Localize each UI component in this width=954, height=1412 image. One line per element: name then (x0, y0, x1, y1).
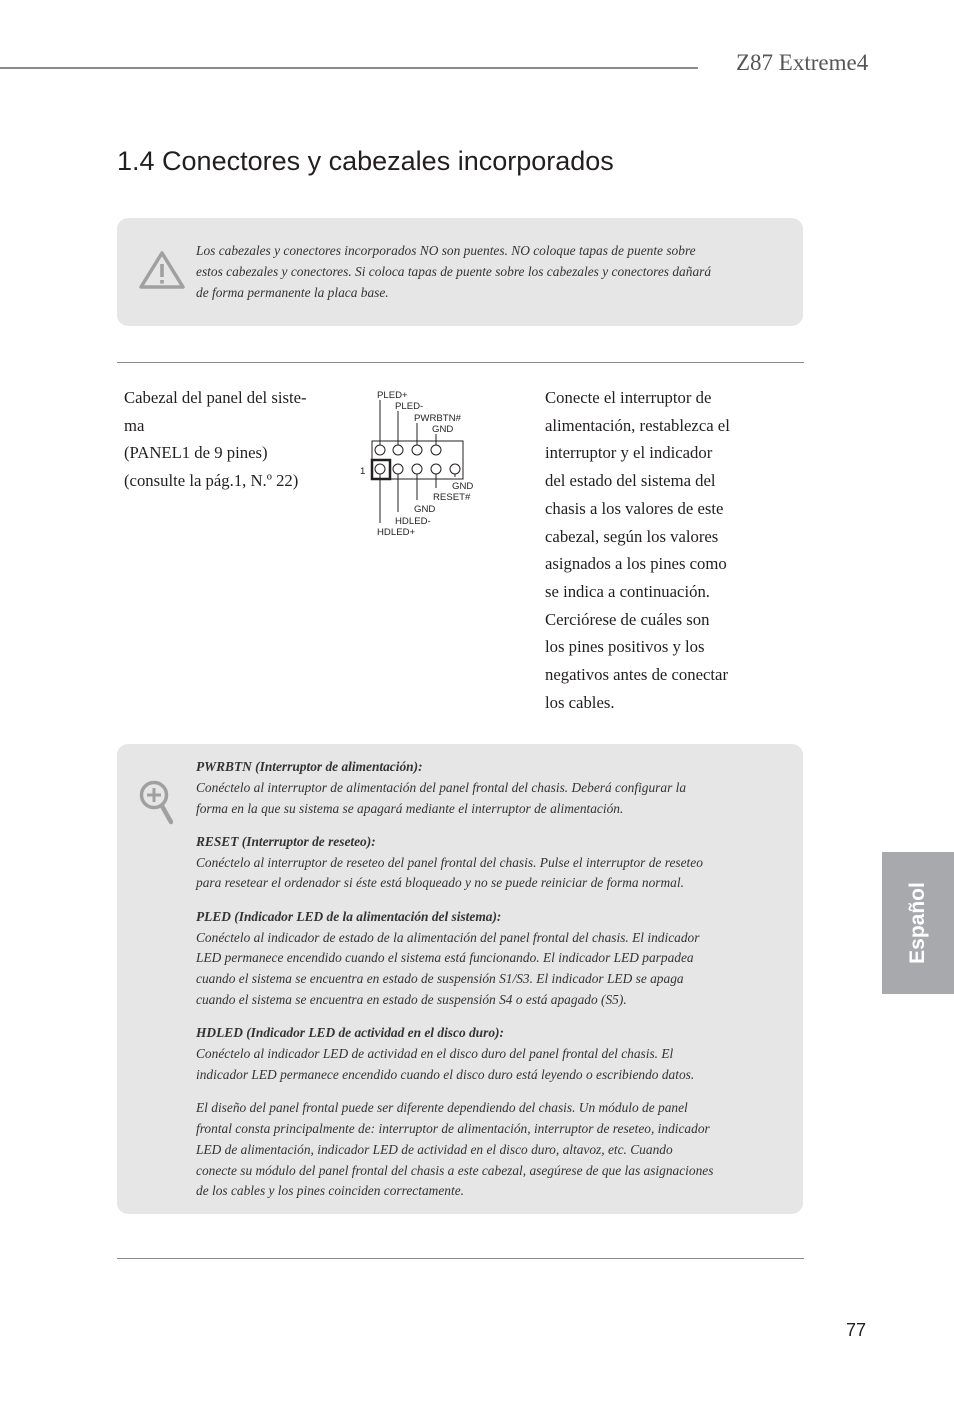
note-line: conecte su módulo del panel frontal del chasis a este cabezal, asegúrese de que las asignaciones (196, 1162, 714, 1178)
header-name-line: ma (124, 415, 145, 435)
note-line: para resetear el ordenador si éste está bloqueado y no se puede reiniciar de forma normal. (196, 875, 684, 891)
note-line: frontal consta principalmente de: interruptor de alimentación, interruptor de reseteo, indicador (196, 1120, 710, 1136)
pin-label-gnd-top: GND (432, 424, 454, 435)
pin-label-hdled-plus: HDLED+ (377, 527, 416, 538)
description-line: Cerciórese de cuáles son (545, 609, 710, 629)
description-line: se indica a continuación. (545, 581, 710, 601)
description-line: los cables. (545, 692, 615, 712)
warning-line: de forma permanente la placa base. (196, 284, 389, 300)
description-line: cabezal, según los valores (545, 526, 719, 546)
section-title: 1.4 Conectores y cabezales incorporados (117, 146, 614, 176)
pin-label-pled-minus: PLED- (395, 401, 424, 412)
header-rule (0, 67, 698, 69)
pin-label-pled-plus: PLED+ (377, 390, 408, 401)
description-line: negativos antes de conectar (545, 665, 729, 685)
note-reset (196, 832, 756, 894)
header-name-line: Cabezal del panel del siste- (124, 388, 307, 407)
note-line: LED permanece encendido cuando el sistema está funcionando. El indicador LED parpadea (196, 950, 694, 966)
header-name-line: (PANEL1 de 9 pines) (124, 443, 268, 463)
pin-one-label: 1 (360, 466, 366, 477)
model-name: Z87 Extreme4 (736, 50, 869, 75)
note-line: forma en la que su sistema se apagará mediante el interruptor de alimentación. (196, 800, 624, 816)
language-tab (882, 852, 954, 994)
notes-content (196, 757, 756, 1215)
note-line: Conéctelo al interruptor de reseteo del panel frontal del chasis. Pulse el interruptor de reseteo (196, 854, 703, 870)
pin-label-gnd-bottom: GND (414, 504, 436, 515)
note-title: RESET (Interruptor de reseteo): (196, 833, 376, 849)
note-line: El diseño del panel frontal puede ser diferente dependiendo del chasis. Un módulo de panel (196, 1100, 688, 1116)
warning-line: estos cabezales y conectores. Si coloca tapas de puente sobre los cabezales y conectores dañará (196, 263, 712, 279)
header-description (545, 384, 760, 716)
note-line: Conéctelo al interruptor de alimentación del panel frontal del chasis. Deberá configurar la (196, 779, 687, 795)
pin-label-pwrbtn: PWRBTN# (414, 413, 461, 424)
pin-label-hdled-minus: HDLED- (395, 516, 431, 527)
magnifier-icon (138, 778, 178, 826)
warning-text (196, 241, 756, 303)
note-line: LED de alimentación, indicador LED de actividad en el disco duro, altavoz, etc. Cuando (196, 1141, 673, 1157)
description-line: del estado del sistema del (545, 471, 716, 491)
bottom-divider (117, 1258, 804, 1259)
note-pled (196, 907, 756, 1011)
description-line: chasis a los valores de este (545, 498, 724, 518)
description-line: asignados a los pines como (545, 554, 727, 574)
note-line: de los cables y los pines coinciden correctamente. (196, 1183, 464, 1199)
note-line: Conéctelo al indicador de estado de la alimentación del panel frontal del chasis. El indicador (196, 929, 700, 945)
note-title: PWRBTN (Interruptor de alimentación): (196, 759, 423, 774)
warning-line: Los cabezales y conectores incorporados NO son puentes. NO coloque tapas de puente sobre (196, 243, 696, 258)
header-name (124, 384, 334, 495)
warning-triangle-icon (138, 250, 186, 290)
note-line: cuando el sistema se encuentra en estado de suspensión S1/S3. El indicador LED se apaga (196, 971, 684, 987)
note-title: HDLED (Indicador LED de actividad en el disco duro): (196, 1025, 504, 1041)
description-line: Conecte el interruptor de (545, 388, 712, 407)
description-line: los pines positivos y los (545, 637, 705, 657)
note-general (196, 1098, 756, 1202)
section-divider (117, 362, 804, 363)
pin-label-gnd-right: GND (452, 481, 474, 492)
language-tab-label: Español (906, 882, 929, 964)
header-name-line: (consulte la pág.1, N.º 22) (124, 471, 299, 491)
note-line: cuando el sistema se encuentra en estado de suspensión S4 o está apagado (S5). (196, 991, 627, 1007)
panel-pin-diagram (356, 386, 496, 546)
description-line: interruptor y el indicador (545, 443, 713, 463)
note-line: Conéctelo al indicador LED de actividad en el disco duro del panel frontal del chasis. El (196, 1046, 674, 1062)
pin-label-reset: RESET# (433, 492, 471, 503)
page-number: 77 (846, 1320, 867, 1340)
note-title: PLED (Indicador LED de la alimentación del sistema): (196, 908, 502, 924)
note-pwrbtn (196, 757, 756, 819)
note-hdled (196, 1023, 756, 1085)
note-line: indicador LED permanece encendido cuando el disco duro está leyendo o escribiendo datos. (196, 1066, 695, 1082)
description-line: alimentación, restablezca el (545, 415, 730, 435)
